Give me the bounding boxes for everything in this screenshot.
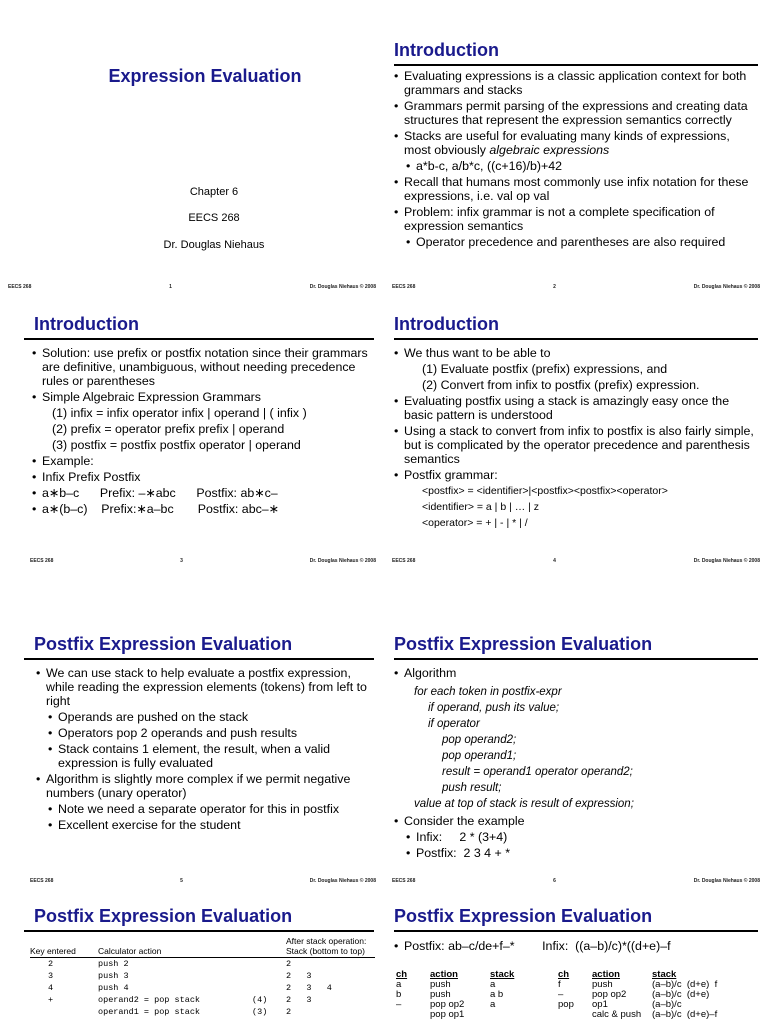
table-row [30,958,375,971]
sub-bullet: • a*b-c, a/b*c, ((c+16)/b)+42 [392,159,760,173]
algorithm-line: pop operand2; [442,734,517,746]
slide-title: Postfix Expression Evaluation [394,634,653,654]
table-cell: (a–b)/c [652,999,682,1010]
bullet: • Algorithm [392,666,760,680]
bullet-text: Stacks are useful for evaluating many kinds of expressions, most obviously [404,129,730,157]
footer-copyright: Dr. Douglas Niehaus © 2008 [309,284,376,290]
table-row [30,1006,375,1018]
author-label: Dr. Douglas Niehaus [163,239,265,251]
algorithm-line: pop operand1; [442,750,517,762]
table-cell: 2 3 4 [286,983,332,993]
column-header: stack [490,969,515,980]
footer-copyright: Dr. Douglas Niehaus © 2008 [309,558,376,564]
slide-footer [30,878,376,884]
footer-copyright: Dr. Douglas Niehaus © 2008 [693,558,760,564]
table-cell: 2 3 [286,971,312,981]
slide-title: Introduction [34,314,139,334]
column-header: After stack operation: Stack (bottom to top) [286,936,375,958]
table-cell [252,982,286,994]
slide-1 [0,30,384,300]
footer-copyright: Dr. Douglas Niehaus © 2008 [693,878,760,884]
grammar-rule: (1) infix = infix operator infix | operand | ( infix ) [52,406,307,420]
bullet [392,939,760,953]
bullet: • a∗(b–c) Prefix:∗a–bc Postfix: abc–∗ [30,502,376,516]
table-cell: push [430,979,451,990]
table-cell: (a–b)/c (d+e) f [652,979,718,990]
slide-footer [392,558,760,564]
footer-course: EECS 268 [392,284,416,290]
page-number: 1 [169,284,172,290]
bullet: • a∗b–c Prefix: –∗abc Postfix: ab∗c– [30,486,376,500]
sub-bullet: • Excellent exercise for the student [34,818,376,832]
table-cell: – [396,999,402,1010]
footer-copyright: Dr. Douglas Niehaus © 2008 [693,284,760,290]
page-number: 2 [553,284,556,290]
table-cell: a [490,999,496,1010]
bullet-list [392,69,760,251]
postfix-expression: Postfix: ab–c/de+f–* [404,939,515,953]
slide-footer [392,284,760,290]
column-header: Calculator action [98,936,252,958]
table-cell: operand2 = pop stack [98,995,201,1005]
slide-title: Introduction [394,40,499,60]
slide-footer [392,878,760,884]
table-cell: op1 [592,999,608,1010]
title-rule [394,658,758,660]
grammar-rule: (3) postfix = postfix postfix operator | operand [52,438,301,452]
chapter-label: Chapter 6 [189,186,239,198]
slide-2 [384,30,768,300]
footer-course: EECS 268 [8,284,32,290]
sub-bullet: • Stack contains 1 element, the result, when a valid expression is fully evaluated [34,742,376,770]
table-cell: 2 [286,959,292,969]
page-number: 6 [553,878,556,884]
bullet-list [392,346,760,532]
table-row [396,1010,522,1020]
bullet: • Algorithm is slightly more complex if we permit negative numbers (unary operator) [34,772,376,800]
slide-6 [384,624,768,890]
grammar-rule: (2) prefix = operator prefix prefix | operand [52,422,285,436]
bullet: • Simple Algebraic Expression Grammars [30,390,376,404]
table-cell: (3) [252,1007,268,1017]
bullet: • Postfix grammar: [392,468,760,482]
table-cell: push 2 [98,959,129,969]
slide-title: Postfix Expression Evaluation [34,906,293,926]
table-cell: a [396,979,402,990]
table-cell: push [430,989,451,1000]
sub-bullet: • Operators pop 2 operands and push results [34,726,376,740]
bullet: • Problem: infix grammar is not a complete specification of expression semantics [392,205,760,233]
bullet-list [30,346,376,518]
table-cell: f [558,979,561,990]
title-rule [24,658,374,660]
table-cell: (4) [252,995,268,1005]
algorithm-line: result = operand1 operator operand2; [442,766,633,778]
slide-title: Postfix Expression Evaluation [394,906,653,926]
title-rule [394,930,758,932]
slide-5 [0,624,384,890]
table-cell: calc & push [592,1009,642,1020]
slide-8 [384,896,768,1024]
table-cell: push 3 [98,971,129,981]
table-cell: 2 [48,959,54,969]
slide-3 [0,304,384,570]
sub-bullet: • Note we need a separate operator for this in postfix [34,802,376,816]
bullet: • Example: [30,454,376,468]
table-cell [396,1010,430,1020]
bullet: • Solution: use prefix or postfix notation since their grammars are definitive, unambiguous, without needing precedence rules or parentheses [30,346,376,388]
table-cell: push 4 [98,983,129,993]
footer-course: EECS 268 [30,878,54,884]
table-cell [558,1010,592,1020]
column-header [252,936,286,958]
table-cell: push [592,979,613,990]
list-item: (1) Evaluate postfix (prefix) expressions, and [422,362,668,376]
bullet: • Recall that humans most commonly use infix notation for these expressions, i.e. val op val [392,175,760,203]
column-header: action [430,969,458,980]
page-number: 3 [180,558,183,564]
table-cell [490,1010,522,1020]
table-cell: pop op1 [430,1009,465,1020]
page-number: 5 [180,878,183,884]
sub-bullet: • Infix: 2 * (3+4) [392,830,760,844]
bullet: • Grammars permit parsing of the expressions and creating data structures that represent the expression semantics correctly [392,99,760,127]
algorithm-line: push result; [442,782,502,794]
bullet [392,129,760,157]
stack-trace-table-right [558,970,725,1020]
sub-bullet: • Operands are pushed on the stack [34,710,376,724]
grammar-rule: <operator> = + | - | * | / [422,517,528,529]
column-header: Key entered [30,936,98,958]
table-cell: (a–b)/c (d+e)–f [652,1009,718,1020]
title-rule [394,64,758,66]
bullet-list [392,666,760,682]
bullet: • Evaluating postfix using a stack is amazingly easy once the basic pattern is understood [392,394,760,422]
algorithm-line: value at top of stack is result of expression; [414,798,634,810]
column-header: stack [652,969,677,980]
bullet: • We thus want to be able to [392,346,760,360]
list-item: (2) Convert from infix to postfix (prefix) expression. [422,378,700,392]
table-cell [30,1006,98,1018]
grammar-rule: <postfix> = <identifier>|<postfix><postfix><operator> [422,485,668,497]
table-header-row [30,936,375,958]
bullet-list [34,666,376,834]
infix-expression: Infix: ((a–b)/c)*((d+e)–f [542,939,671,953]
table-cell: operand1 = pop stack [98,1007,201,1017]
table-row [30,970,375,982]
bullet: • Using a stack to convert from infix to postfix is also fairly simple, but is complicated by the operator precedence and parenthesis semantics [392,424,760,466]
table-cell [252,970,286,982]
slide-footer [30,558,376,564]
table-cell: a [490,979,496,990]
bullet: • We can use stack to help evaluate a postfix expression, while reading the expression elements (tokens) from left to right [34,666,376,708]
footer-course: EECS 268 [30,558,54,564]
table-cell: (a–b)/c (d+e) [652,989,710,1000]
title-rule [24,338,374,340]
table-header-row [396,970,522,980]
table-cell: pop [558,999,574,1010]
algorithm-line: if operand, push its value; [428,702,560,714]
table-row [558,1010,725,1020]
course-label: EECS 268 [188,212,240,224]
footer-course: EECS 268 [392,878,416,884]
table-cell: – [558,989,564,1000]
table-cell [252,958,286,971]
sub-bullet: • Operator precedence and parentheses are also required [392,235,760,249]
title-rule [24,930,374,932]
column-header: action [592,969,620,980]
slide-7 [0,896,384,1024]
table-cell: pop op2 [592,989,627,1000]
table-cell: 2 3 [286,995,312,1005]
algorithm-line: if operator [428,718,480,730]
table-cell: 4 [48,983,54,993]
algorithm-block [414,684,760,812]
table-cell: b [396,989,402,1000]
stack-trace-table-left [396,970,522,1020]
table-row [30,982,375,994]
table-row [558,990,725,1000]
slide-title: Introduction [394,314,499,334]
slide-title: Expression Evaluation [108,66,302,86]
emphasis-text: algebraic expressions [489,143,610,157]
bullet: • Infix Prefix Postfix [30,470,376,484]
bullet-list [392,939,760,955]
calculator-table [30,936,375,1018]
table-row [396,980,522,990]
table-row [30,994,375,1006]
sub-bullet: • Postfix: 2 3 4 + * [392,846,760,860]
algorithm-line: for each token in postfix-expr [414,686,562,698]
table-cell: + [48,995,54,1005]
column-header: ch [558,969,570,980]
page-number: 4 [553,558,556,564]
slide-title: Postfix Expression Evaluation [34,634,293,654]
bullet: • Evaluating expressions is a classic application context for both grammars and stacks [392,69,760,97]
bullet: • Consider the example [392,814,760,828]
table-cell: pop op2 [430,999,465,1010]
slide-4 [384,304,768,570]
column-header: ch [396,969,408,980]
footer-course: EECS 268 [392,558,416,564]
title-rule [394,338,758,340]
slide-footer [8,284,376,290]
table-cell: a b [490,989,504,1000]
grammar-rule: <identifier> = a | b | … | z [422,501,540,513]
bullet-list [392,814,760,862]
table-cell: 2 [286,1007,292,1017]
footer-copyright: Dr. Douglas Niehaus © 2008 [309,878,376,884]
table-cell: 3 [48,971,54,981]
